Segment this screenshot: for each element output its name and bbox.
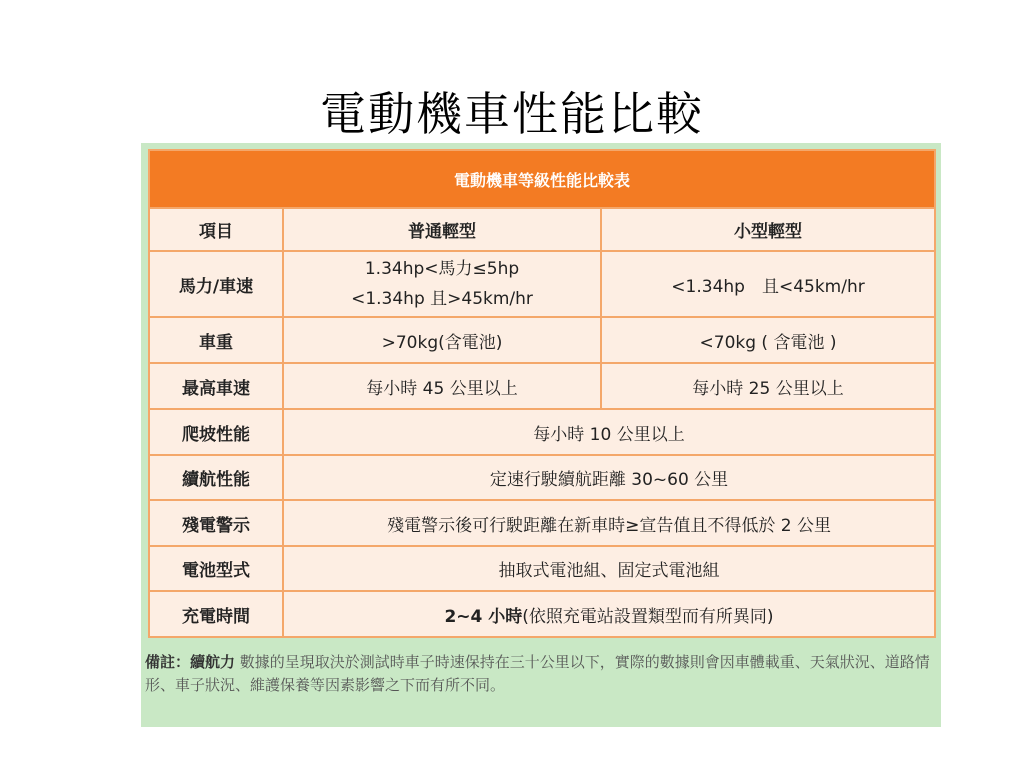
column-header-row [149, 208, 935, 251]
cell-top-speed-standard: 每小時 45 公里以上 [283, 363, 601, 409]
table-row [149, 591, 935, 637]
cell-power-small: <1.34hp 且<45km/hr [601, 251, 935, 317]
footnote [145, 651, 935, 697]
page-title: 電動機車性能比較 [320, 87, 704, 141]
row-label-climbing: 爬坡性能 [149, 409, 283, 455]
row-label-top-speed: 最高車速 [149, 363, 283, 409]
charge-time-remark: (依照充電站設置類型而有所異同) [522, 606, 774, 627]
table-row [149, 455, 935, 500]
table-caption-row [149, 150, 935, 208]
row-label-range: 續航性能 [149, 455, 283, 500]
cell-battery-type: 抽取式電池組、固定式電池組 [283, 546, 935, 591]
row-label-low-battery: 殘電警示 [149, 500, 283, 546]
comparison-card [141, 143, 941, 727]
table-row [149, 251, 935, 317]
footnote-prefix: 備註：續航力 [145, 653, 236, 671]
table-caption: 電動機車等級性能比較表 [149, 150, 935, 208]
row-label-weight: 車重 [149, 317, 283, 363]
cell-climbing: 每小時 10 公里以上 [283, 409, 935, 455]
comparison-table [148, 149, 936, 638]
power-standard-line2: <1.34hp 且>45km/hr [351, 289, 533, 309]
column-header-standard: 普通輕型 [283, 208, 601, 251]
power-standard-line1: 1.34hp<馬力≤5hp [364, 259, 520, 279]
column-header-small: 小型輕型 [601, 208, 935, 251]
row-label-battery-type: 電池型式 [149, 546, 283, 591]
cell-weight-small: <70kg ( 含電池 ) [601, 317, 935, 363]
table-row [149, 317, 935, 363]
table-row [149, 363, 935, 409]
footnote-text: 數據的呈現取決於測試時車子時速保持在三十公里以下，實際的數據則會因車體載重、天氣狀況、道路情形、車子狀況、維護保養等因素影響之下而有所不同。 [145, 653, 930, 694]
row-label-power: 馬力/車速 [149, 251, 283, 317]
table-row [149, 500, 935, 546]
column-header-item: 項目 [149, 208, 283, 251]
row-label-charge-time: 充電時間 [149, 591, 283, 637]
charge-time-hours: 2~4 小時 [444, 606, 523, 627]
table-row [149, 546, 935, 591]
table-row [149, 409, 935, 455]
cell-power-standard [283, 251, 601, 317]
cell-top-speed-small: 每小時 25 公里以上 [601, 363, 935, 409]
cell-charge-time [283, 591, 935, 637]
cell-range: 定速行駛續航距離 30~60 公里 [283, 455, 935, 500]
cell-weight-standard: >70kg(含電池) [283, 317, 601, 363]
cell-low-battery: 殘電警示後可行駛距離在新車時≥宣告值且不得低於 2 公里 [283, 500, 935, 546]
